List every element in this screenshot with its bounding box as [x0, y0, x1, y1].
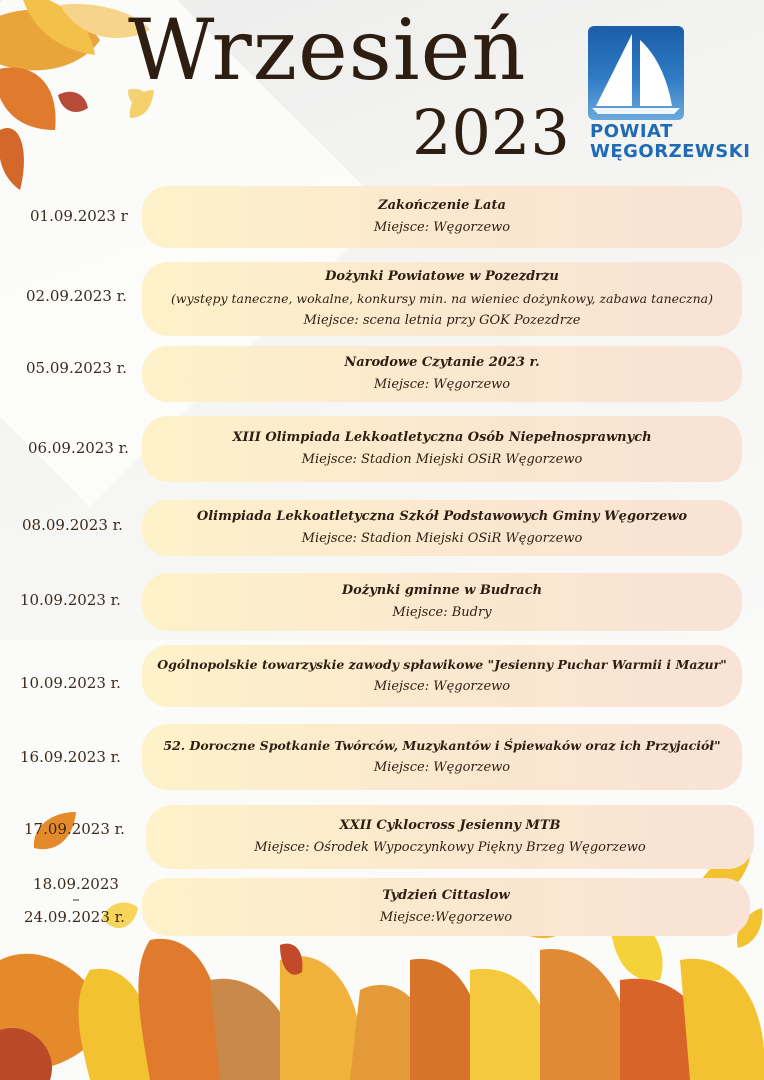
event-title: XXII Cyklocross Jesienny MTB — [339, 818, 561, 833]
event-date-from: 18.09.2023 — [33, 875, 119, 893]
event-card — [142, 573, 742, 631]
event-card — [142, 346, 742, 402]
event-date: 16.09.2023 r. — [20, 748, 121, 766]
event-date: 05.09.2023 r. — [26, 359, 127, 377]
event-location: Miejsce: Ośrodek Wypoczynkowy Piękny Brzeg Węgorzewo — [254, 840, 646, 855]
event-date: 08.09.2023 r. — [22, 516, 123, 534]
event-date: 17.09.2023 r. — [24, 820, 125, 838]
sailboat-icon — [588, 26, 684, 120]
event-location: Miejsce: Węgorzewo — [373, 760, 511, 775]
page-title: Wrzesień — [128, 1, 527, 99]
event-location: Miejsce: Budry — [392, 605, 492, 620]
logo-line-2: WĘGORZEWSKI — [590, 141, 751, 162]
event-date: 02.09.2023 r. — [26, 287, 127, 305]
event-date-separator: – — [72, 890, 80, 908]
event-title: Dożynki gminne w Budrach — [341, 583, 543, 598]
event-title: Tydzień Cittaslow — [382, 888, 510, 903]
event-card — [142, 262, 742, 336]
event-date-to: 24.09.2023 r. — [24, 908, 125, 926]
event-date: 06.09.2023 r. — [28, 439, 129, 457]
event-location: Miejsce:Węgorzewo — [379, 910, 513, 925]
event-location: Miejsce: scena letnia przy GOK Pozezdrze — [303, 313, 581, 328]
event-title: Olimpiada Lekkoatletyczna Szkół Podstawowych Gminy Węgorzewo — [196, 509, 688, 524]
event-card — [142, 416, 742, 482]
event-card — [142, 500, 742, 556]
event-card — [142, 645, 742, 707]
event-card — [142, 724, 742, 790]
event-date: 10.09.2023 r. — [20, 674, 121, 692]
event-title: Ogólnopolskie towarzyskie zawody spławikowe "Jesienny Puchar Warmii i Mazur" — [157, 657, 727, 672]
event-location: Miejsce: Węgorzewo — [373, 679, 511, 694]
logo-text — [590, 122, 760, 162]
event-card — [142, 878, 750, 936]
event-card — [142, 186, 742, 248]
event-title: XIII Olimpiada Lekkoatletyczna Osób Niepełnosprawnych — [232, 430, 652, 445]
event-date: 10.09.2023 r. — [20, 591, 121, 609]
event-description: (występy taneczne, wokalne, konkursy min. na wieniec dożynkowy, zabawa taneczna) — [171, 291, 713, 306]
event-title: 52. Doroczne Spotkanie Twórców, Muzykantów i Śpiewaków oraz ich Przyjaciół" — [163, 738, 721, 753]
event-title: Zakończenie Lata — [378, 198, 506, 213]
event-location: Miejsce: Węgorzewo — [373, 220, 511, 235]
event-card — [146, 805, 754, 869]
logo — [588, 26, 684, 120]
event-location: Miejsce: Stadion Miejski OSiR Węgorzewo — [301, 452, 583, 467]
event-date: 01.09.2023 r — [30, 207, 128, 225]
event-location: Miejsce: Węgorzewo — [373, 377, 511, 392]
event-title: Narodowe Czytanie 2023 r. — [344, 355, 540, 370]
logo-line-1: POWIAT — [590, 121, 673, 142]
page-year: 2023 — [412, 96, 570, 169]
event-title: Dożynki Powiatowe w Pozezdrzu — [325, 269, 559, 284]
event-location: Miejsce: Stadion Miejski OSiR Węgorzewo — [301, 531, 583, 546]
